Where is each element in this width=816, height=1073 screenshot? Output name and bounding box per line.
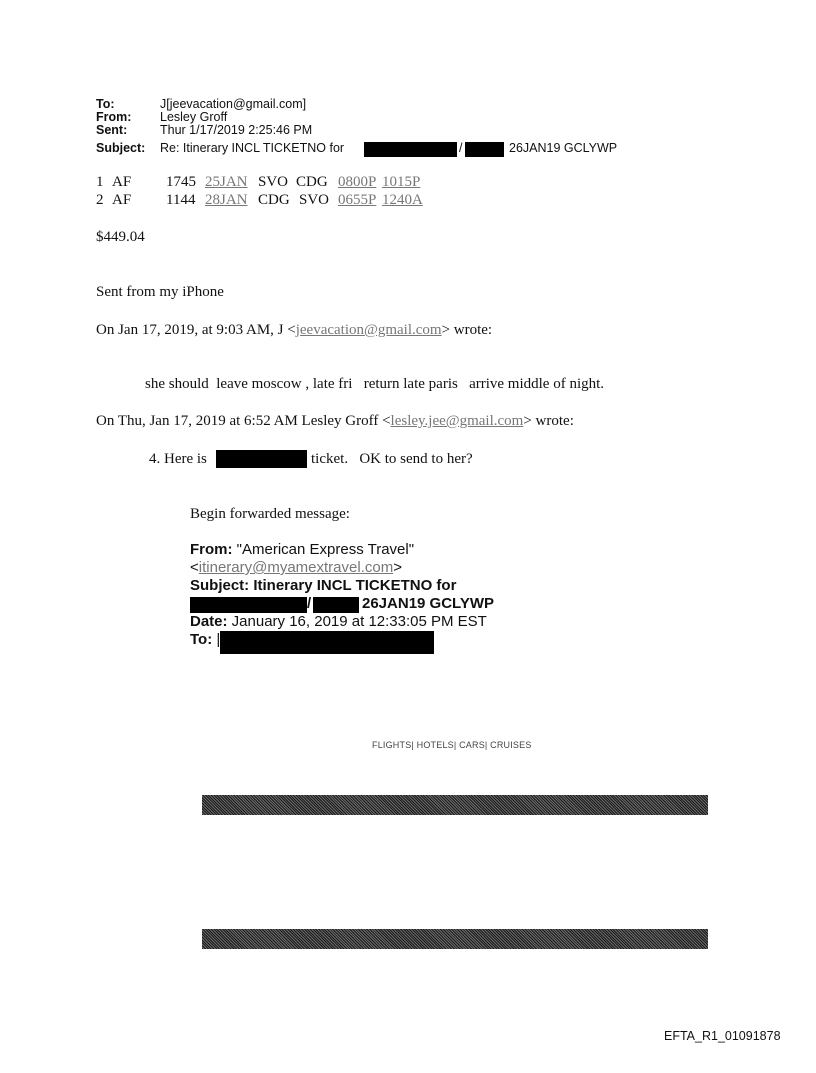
travel-nav-links[interactable]: FLIGHTS| HOTELS| CARS| CRUISES xyxy=(372,740,532,750)
email-link[interactable]: itinerary@myamextravel.com xyxy=(198,559,394,576)
forward-intro: Begin forwarded message: xyxy=(190,506,350,522)
quoted-message: she should leave moscow , late fri return late paris arrive middle of night. xyxy=(145,376,605,392)
redaction-bar xyxy=(202,795,708,815)
subject-label: Subject: xyxy=(96,141,146,155)
reply-attribution: On Thu, Jan 17, 2019 at 6:52 AM Lesley Groff <lesley.jee@gmail.com> wrote: xyxy=(96,413,574,429)
redaction-bar xyxy=(202,929,708,949)
flight-date-link[interactable]: 25JAN xyxy=(205,174,248,190)
forward-from-email: <itinerary@myamextravel.com> xyxy=(190,559,402,576)
redaction-box xyxy=(313,597,359,613)
flight-number: 1745 xyxy=(166,174,196,190)
reply-attribution: On Jan 17, 2019, at 9:03 AM, J <jeevacation@gmail.com> wrote: xyxy=(96,322,493,338)
flight-date-link[interactable]: 28JAN xyxy=(205,192,248,208)
forward-date: Date: January 16, 2019 at 12:33:05 PM EST xyxy=(190,613,487,630)
flight-arrival-link[interactable]: 1015P xyxy=(382,174,421,190)
forward-to: To: | xyxy=(190,631,221,648)
price-text: $449.04 xyxy=(96,229,145,245)
redaction-box xyxy=(190,597,307,613)
email-link[interactable]: jeevacation@gmail.com xyxy=(295,322,442,338)
flight-airline: AF xyxy=(112,192,132,208)
flight-origin: SVO xyxy=(258,174,289,190)
quote2-suffix: ticket. OK to send to her? xyxy=(311,451,473,467)
flight-num: 2 xyxy=(96,192,104,208)
sent-value: Thur 1/17/2019 2:25:46 PM xyxy=(160,123,313,137)
from-label: From: xyxy=(96,110,132,124)
email-link[interactable]: lesley.jee@gmail.com xyxy=(390,413,524,429)
to-label: To: xyxy=(96,97,115,111)
from-value: Lesley Groff xyxy=(160,110,228,124)
forward-subject: Subject: Itinerary INCL TICKETNO for xyxy=(190,577,457,594)
redaction-box xyxy=(220,631,434,654)
document-id: EFTA_R1_01091878 xyxy=(664,1029,781,1043)
flight-destination: SVO xyxy=(299,192,330,208)
redaction-box xyxy=(216,450,307,468)
subject-slash: / xyxy=(459,141,463,155)
forward-subject-suffix: 26JAN19 GCLYWP xyxy=(362,595,494,612)
flight-number: 1144 xyxy=(166,192,196,208)
flight-destination: CDG xyxy=(296,174,328,190)
to-value: J[jeevacation@gmail.com] xyxy=(160,97,307,111)
flight-departure-link[interactable]: 0800P xyxy=(338,174,377,190)
flight-airline: AF xyxy=(112,174,132,190)
redaction-box xyxy=(364,142,457,157)
flight-departure-link[interactable]: 0655P xyxy=(338,192,377,208)
subject-prefix: Re: Itinerary INCL TICKETNO for xyxy=(160,141,345,155)
forward-subject-slash: / xyxy=(307,595,312,612)
flight-num: 1 xyxy=(96,174,104,190)
flight-arrival-link[interactable]: 1240A xyxy=(382,192,423,208)
redaction-box xyxy=(465,142,504,157)
sent-label: Sent: xyxy=(96,123,128,137)
quote2-prefix: 4. Here is xyxy=(149,451,207,467)
subject-suffix: 26JAN19 GCLYWP xyxy=(509,141,618,155)
flight-origin: CDG xyxy=(258,192,290,208)
signature-text: Sent from my iPhone xyxy=(96,284,224,300)
forward-from: From: "American Express Travel" xyxy=(190,541,415,558)
